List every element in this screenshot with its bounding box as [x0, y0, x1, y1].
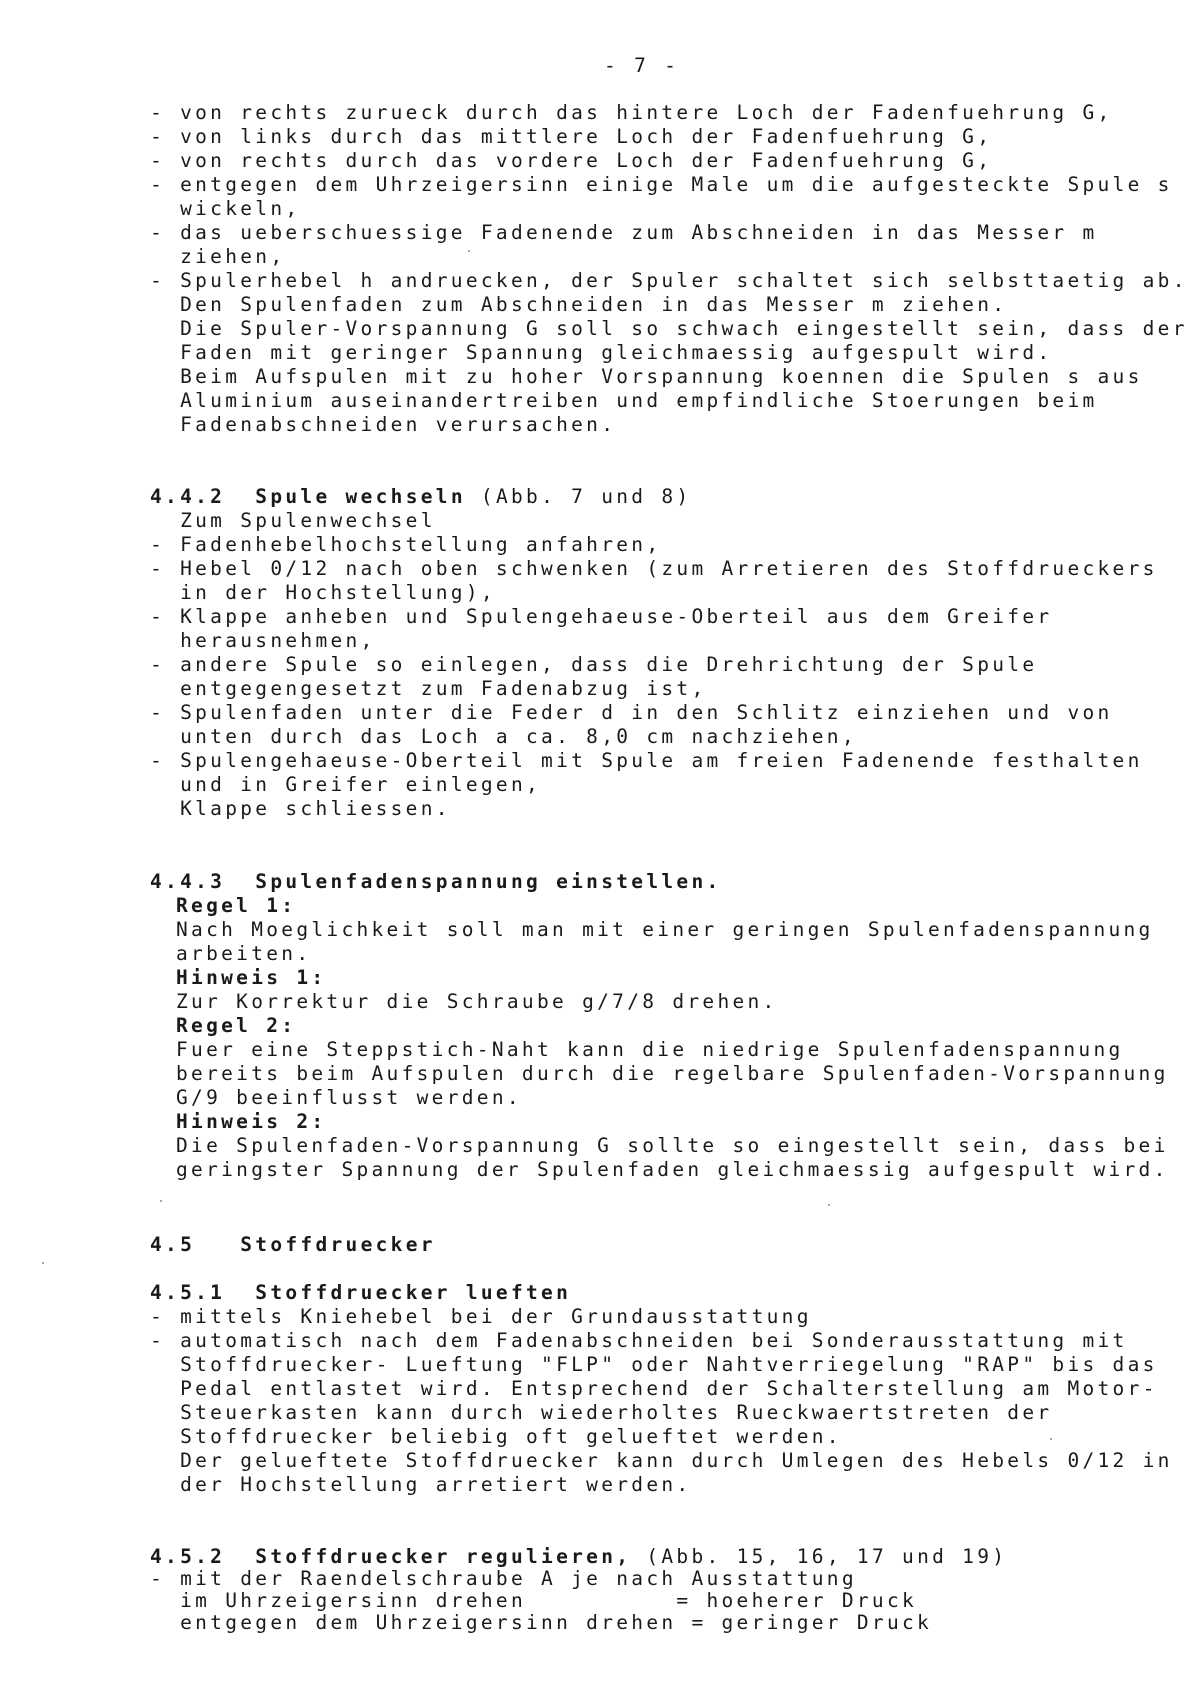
- section-title: Stoffdruecker lueften: [255, 1281, 572, 1304]
- section-number: 4.5.1: [150, 1281, 226, 1304]
- intro-line: - von rechts zurueck durch das hintere Loch der Fadenfuehrung G,: [150, 101, 1113, 124]
- note-label: Hinweis 1:: [176, 966, 327, 989]
- figure-reference: (Abb. 15, 16, 17 und 19): [646, 1545, 1008, 1568]
- section-line: Der gelueftete Stoffdruecker kann durch Umlegen des Hebels 0/12 in: [150, 1449, 1173, 1472]
- section-line: der Hochstellung arretiert werden.: [150, 1473, 692, 1496]
- section-line: entgegen dem Uhrzeigersinn drehen = geringer Druck: [150, 1611, 933, 1634]
- section-line: herausnehmen,: [150, 629, 376, 652]
- section-heading-4-5-2: [150, 1545, 1007, 1569]
- note-label: Hinweis 2:: [176, 1110, 327, 1133]
- section-line: Stoffdruecker- Lueftung "FLP" oder Nahtverriegelung "RAP" bis das: [150, 1353, 1158, 1376]
- section-line: - automatisch nach dem Fadenabschneiden bei Sonderausstattung mit: [150, 1329, 1128, 1352]
- section-title: Stoffdruecker regulieren,: [255, 1545, 632, 1568]
- figure-reference: (Abb. 7 und 8): [480, 485, 692, 508]
- rule-text: arbeiten.: [176, 942, 312, 965]
- intro-line: Faden mit geringer Spannung gleichmaessig aufgespult wird.: [150, 341, 1053, 364]
- intro-line: Fadenabschneiden verursachen.: [150, 413, 617, 436]
- scan-speck: [42, 1262, 44, 1264]
- intro-line: Beim Aufspulen mit zu hoher Vorspannung koennen die Spulen s aus: [150, 365, 1143, 388]
- intro-line: Aluminium auseinandertreiben und empfindliche Stoerungen beim: [150, 389, 1098, 412]
- section-line: im Uhrzeigersinn drehen = hoeherer Druck: [150, 1589, 918, 1612]
- section-title: Spulenfadenspannung einstellen.: [255, 870, 722, 893]
- section-line: Steuerkasten kann durch wiederholtes Rueckwaertstreten der: [150, 1401, 1053, 1424]
- scan-speck: [828, 1204, 830, 1206]
- section-line: entgegengesetzt zum Fadenabzug ist,: [150, 677, 707, 700]
- section-line: Stoffdruecker beliebig oft gelueftet werden.: [150, 1425, 842, 1448]
- intro-line: - Spulerhebel h andruecken, der Spuler schaltet sich selbsttaetig ab.: [150, 269, 1188, 292]
- rule-text: Fuer eine Steppstich-Naht kann die niedrige Spulenfadenspannung: [176, 1038, 1124, 1061]
- section-line: Klappe schliessen.: [150, 797, 451, 820]
- section-number: 4.5: [150, 1233, 196, 1256]
- note-text: Die Spulenfaden-Vorspannung G sollte so eingestellt sein, dass bei: [176, 1134, 1169, 1157]
- section-line: Zum Spulenwechsel: [150, 509, 436, 532]
- section-line: - mit der Raendelschraube A je nach Ausstattung: [150, 1567, 857, 1590]
- page-number: - 7 -: [604, 54, 680, 77]
- rule-text: Nach Moeglichkeit soll man mit einer geringen Spulenfadenspannung: [176, 918, 1154, 941]
- section-heading-4-5: [150, 1233, 436, 1257]
- intro-line: - das ueberschuessige Fadenende zum Abschneiden in das Messer m: [150, 221, 1098, 244]
- section-line: und in Greifer einlegen,: [150, 773, 542, 796]
- intro-line: - entgegen dem Uhrzeigersinn einige Male um die aufgesteckte Spule s: [150, 173, 1173, 196]
- intro-line: - von rechts durch das vordere Loch der Fadenfuehrung G,: [150, 149, 993, 172]
- intro-line: - von links durch das mittlere Loch der Fadenfuehrung G,: [150, 125, 993, 148]
- note-text: geringster Spannung der Spulenfaden gleichmaessig aufgespult wird.: [176, 1158, 1169, 1181]
- scan-speck: [160, 1200, 162, 1202]
- scan-speck: [1050, 1438, 1052, 1440]
- rule-label: Regel 1:: [176, 894, 297, 917]
- rule-text: G/9 beeinflusst werden.: [176, 1086, 522, 1109]
- section-line: - Fadenhebelhochstellung anfahren,: [150, 533, 662, 556]
- intro-line: Die Spuler-Vorspannung G soll so schwach eingestellt sein, dass der: [150, 317, 1188, 340]
- section-line: - Klappe anheben und Spulengehaeuse-Oberteil aus dem Greifer: [150, 605, 1053, 628]
- section-number: 4.4.3: [150, 870, 226, 893]
- note-text: Zur Korrektur die Schraube g/7/8 drehen.: [176, 990, 778, 1013]
- section-heading-4-4-2: [150, 485, 691, 509]
- intro-line: ziehen,: [150, 245, 286, 268]
- scan-speck: [468, 250, 470, 252]
- section-line: - mittels Kniehebel bei der Grundausstattung: [150, 1305, 812, 1328]
- section-number: 4.5.2: [150, 1545, 226, 1568]
- intro-line: wickeln,: [150, 197, 301, 220]
- intro-line: Den Spulenfaden zum Abschneiden in das Messer m ziehen.: [150, 293, 1008, 316]
- section-heading-4-4-3: [150, 870, 722, 894]
- section-line: - andere Spule so einlegen, dass die Drehrichtung der Spule: [150, 653, 1038, 676]
- section-line: - Hebel 0/12 nach oben schwenken (zum Arretieren des Stoffdrueckers: [150, 557, 1158, 580]
- section-line: in der Hochstellung),: [150, 581, 496, 604]
- rule-text: bereits beim Aufspulen durch die regelbare Spulenfaden-Vorspannung: [176, 1062, 1169, 1085]
- section-line: Pedal entlastet wird. Entsprechend der Schalterstellung am Motor-: [150, 1377, 1158, 1400]
- section-line: - Spulenfaden unter die Feder d in den Schlitz einziehen und von: [150, 701, 1113, 724]
- section-title: Stoffdruecker: [240, 1233, 436, 1256]
- section-heading-4-5-1: [150, 1281, 571, 1305]
- section-line: - Spulengehaeuse-Oberteil mit Spule am freien Fadenende festhalten: [150, 749, 1143, 772]
- section-title: Spule wechseln: [255, 485, 466, 508]
- section-line: unten durch das Loch a ca. 8,0 cm nachziehen,: [150, 725, 857, 748]
- section-number: 4.4.2: [150, 485, 226, 508]
- rule-label: Regel 2:: [176, 1014, 297, 1037]
